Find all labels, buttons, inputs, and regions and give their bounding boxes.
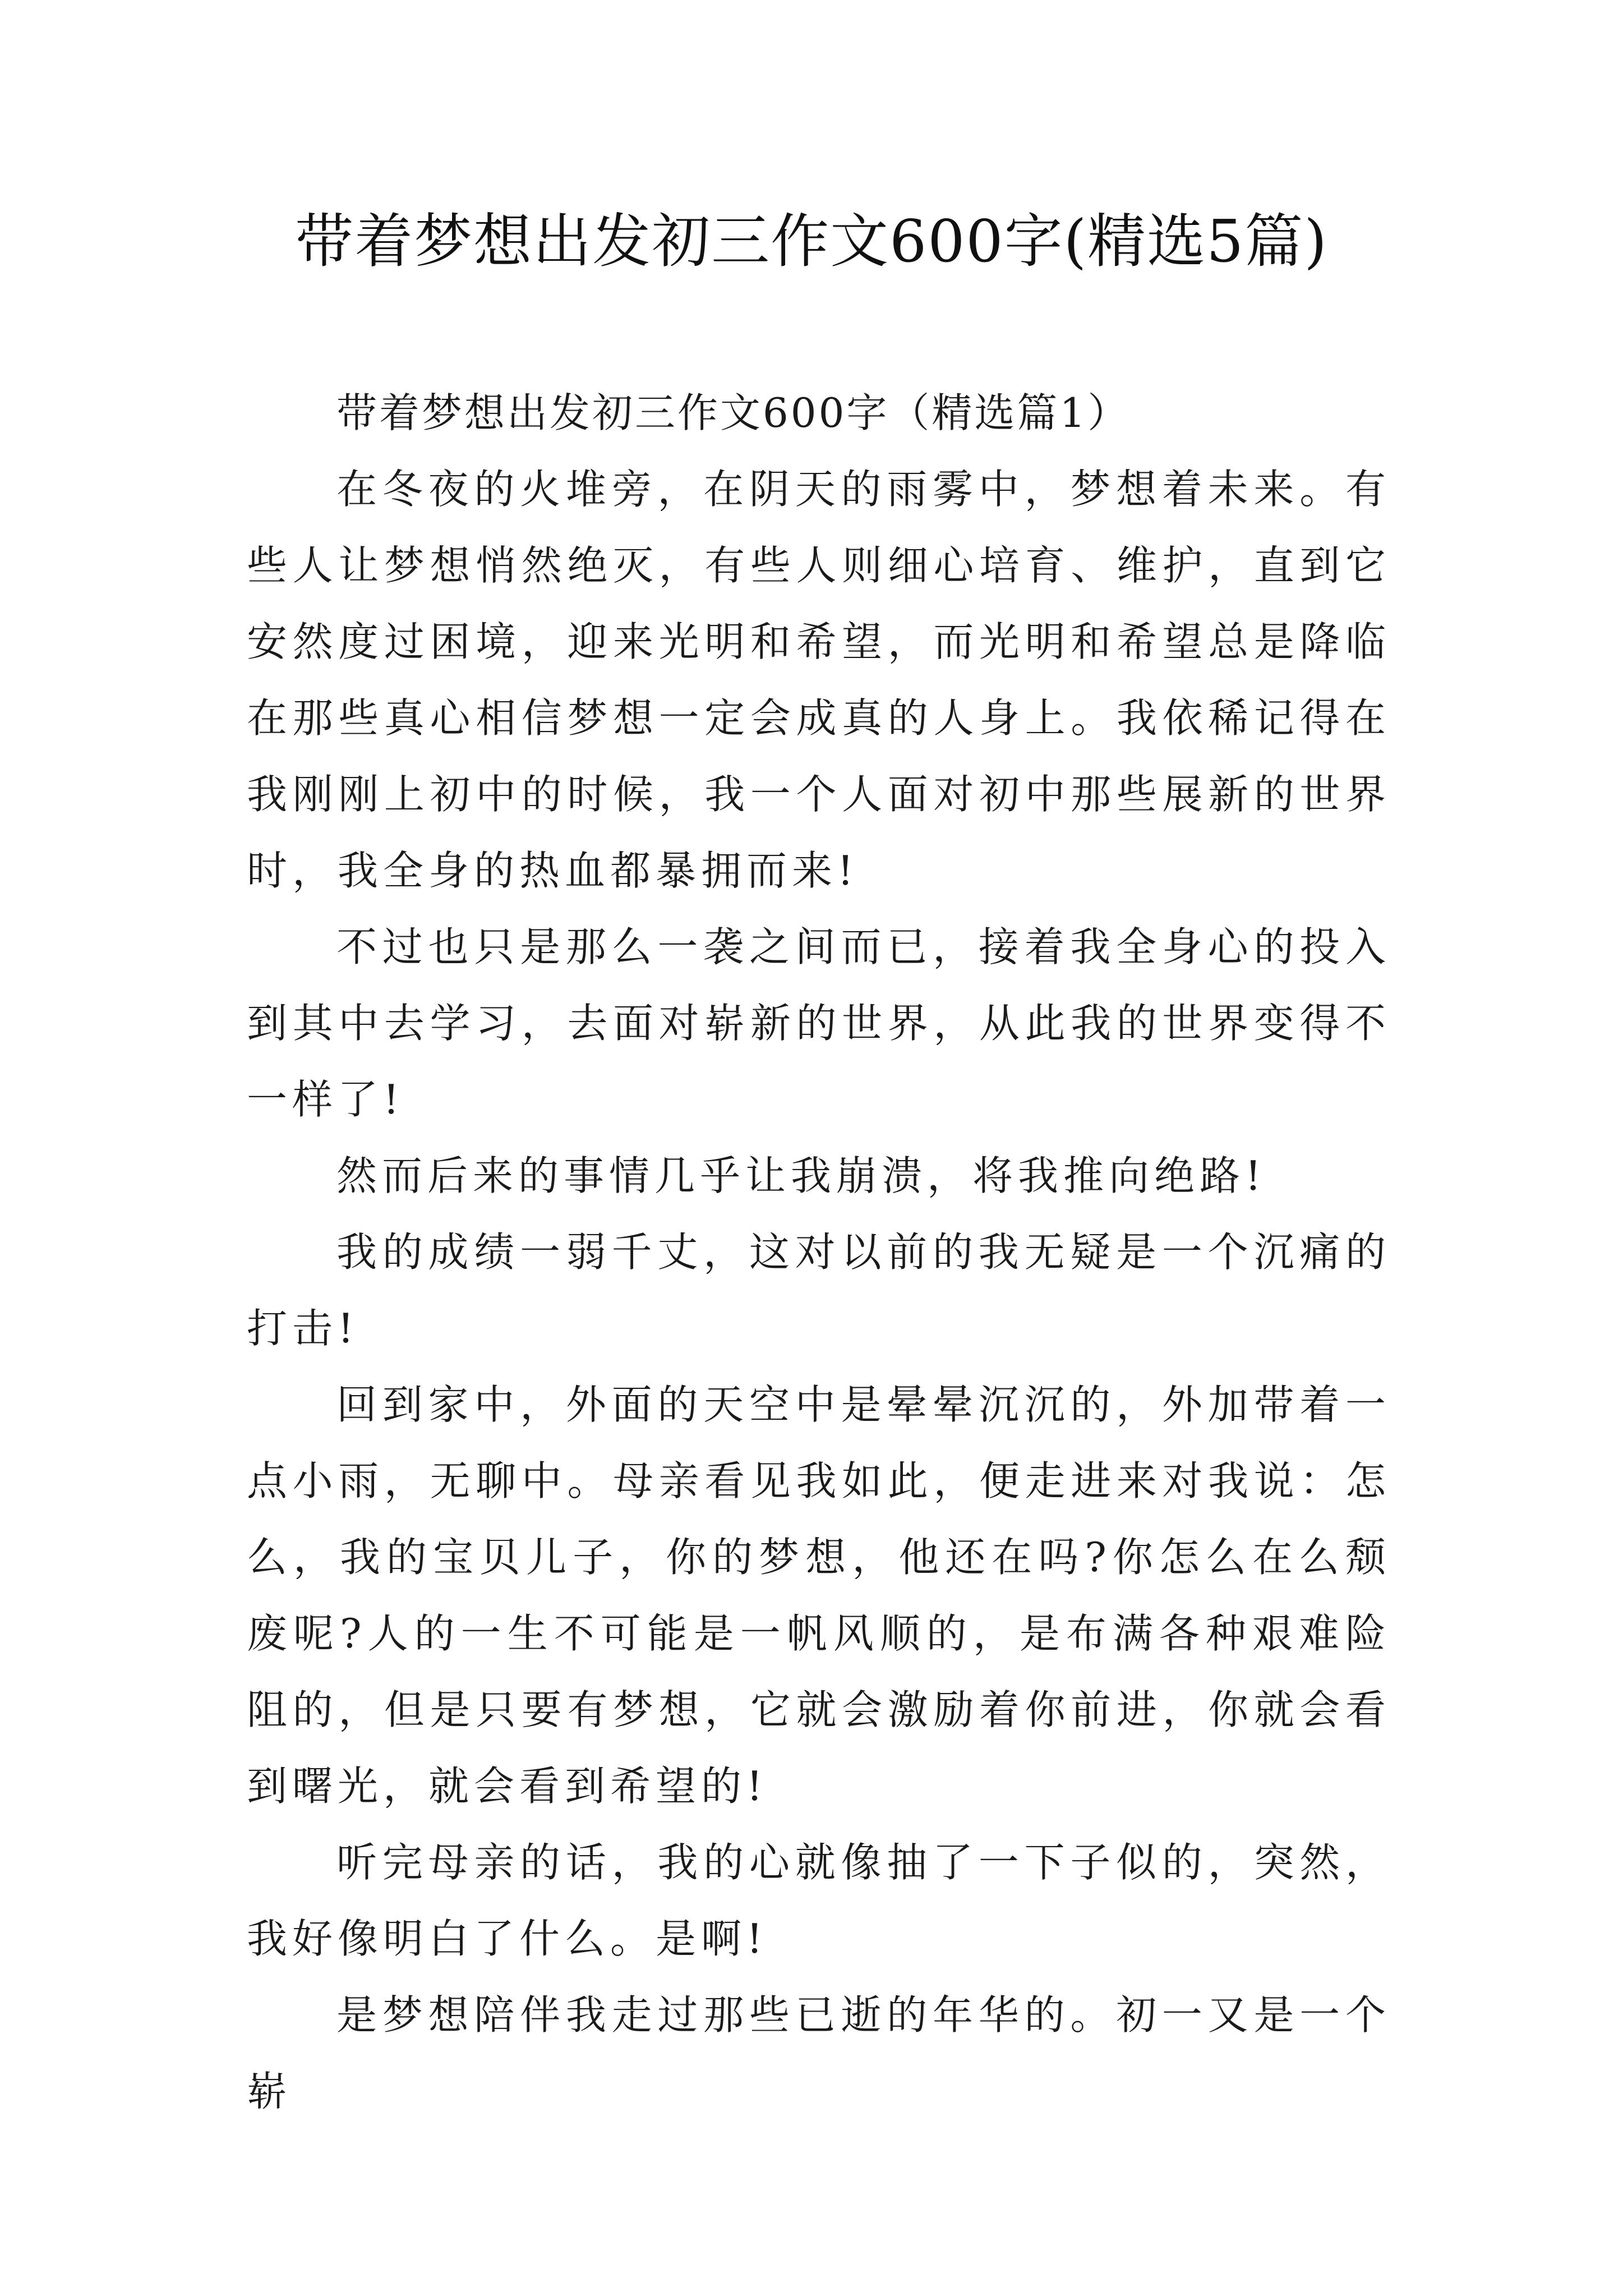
section-heading: 带着梦想出发初三作文600字（精选篇1）: [336, 389, 1131, 436]
paragraph: 然而后来的事情几乎让我崩溃，将我推向绝路!: [336, 1152, 1266, 1199]
paragraph: 在冬夜的火堆旁，在阴天的雨雾中，梦想着未来。有些人让梦想悄然绝灭，有些人则细心培育、维护，直到它安然度过困境，迎来光明和希望，而光明和希望总是降临在那些真心相信梦想一定会成真的人身上。我依稀记得在我刚刚上初中的时候，我一个人面对初中那些展新的世界时，我全身的热血都暴拥而来!: [247, 466, 1391, 894]
document-body: [247, 375, 1391, 2129]
document-title: 带着梦想出发初三作文600字(精选5篇): [295, 207, 1328, 275]
paragraph: 我的成绩一弱千丈，这对以前的我无疑是一个沉痛的打击!: [247, 1228, 1391, 1352]
paragraph: 不过也只是那么一袭之间而已，接着我全身心的投入到其中去学习，去面对崭新的世界，从此我的世界变得不一样了!: [247, 923, 1391, 1123]
paragraph: 听完母亲的话，我的心就像抽了一下子似的，突然，我好像明白了什么。是啊!: [247, 1839, 1391, 1962]
paragraph: 回到家中，外面的天空中是晕晕沉沉的，外加带着一点小雨，无聊中。母亲看见我如此，便走进来对我说：怎么，我的宝贝儿子，你的梦想，他还在吗?你怎么在么颓废呢?人的一生不可能是一帆风顺的，是布满各种艰难险阻的，但是只要有梦想，它就会激励着你前进，你就会看到曙光，就会看到希望的!: [247, 1381, 1391, 1810]
paragraph: 是梦想陪伴我走过那些已逝的年华的。初一又是一个崭: [247, 1991, 1391, 2115]
